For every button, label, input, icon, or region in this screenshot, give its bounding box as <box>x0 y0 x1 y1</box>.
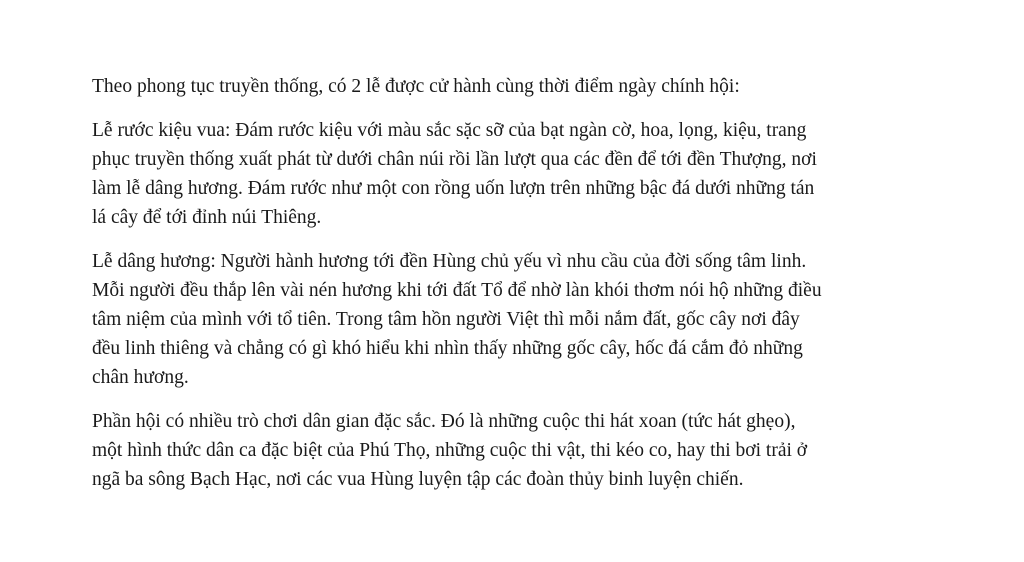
text-line: đều linh thiêng và chẳng có gì khó hiểu khi nhìn thấy những gốc cây, hốc đá cắm đỏ những <box>92 338 803 359</box>
text-line: Lễ dâng hương: Người hành hương tới đền Hùng chủ yếu vì nhu cầu của đời sống tâm linh. <box>92 251 807 272</box>
text-line: Theo phong tục truyền thống, có 2 lễ được cử hành cùng thời điểm ngày chính hội: <box>92 76 740 97</box>
document-body <box>92 72 922 509</box>
text-line: Lễ rước kiệu vua: Đám rước kiệu với màu sắc sặc sỡ của bạt ngàn cờ, hoa, lọng, kiệu, trang <box>92 120 807 141</box>
text-line: Mỗi người đều thắp lên vài nén hương khi tới đất Tổ để nhờ làn khói thơm nói hộ những điều <box>92 280 822 301</box>
text-line: tâm niệm của mình với tổ tiên. Trong tâm hồn người Việt thì mỗi nắm đất, gốc cây nơi đây <box>92 309 800 330</box>
text-line: Phần hội có nhiều trò chơi dân gian đặc sắc. Đó là những cuộc thi hát xoan (tức hát ghẹo), <box>92 411 796 432</box>
paragraph-intro <box>92 72 922 101</box>
text-line: một hình thức dân ca đặc biệt của Phú Thọ, những cuộc thi vật, thi kéo co, hay thi bơi trải ở <box>92 440 808 461</box>
text-line: làm lễ dâng hương. Đám rước như một con rồng uốn lượn trên những bậc đá dưới những tán <box>92 178 815 199</box>
paragraph-festival <box>92 407 922 494</box>
text-line: chân hương. <box>92 367 189 388</box>
text-line: lá cây để tới đỉnh núi Thiêng. <box>92 207 322 228</box>
text-line: phục truyền thống xuất phát từ dưới chân núi rồi lần lượt qua các đền để tới đền Thượng, nơi <box>92 149 817 170</box>
paragraph-procession <box>92 116 922 232</box>
text-line: ngã ba sông Bạch Hạc, nơi các vua Hùng luyện tập các đoàn thủy binh luyện chiến. <box>92 469 744 490</box>
paragraph-incense <box>92 247 922 392</box>
